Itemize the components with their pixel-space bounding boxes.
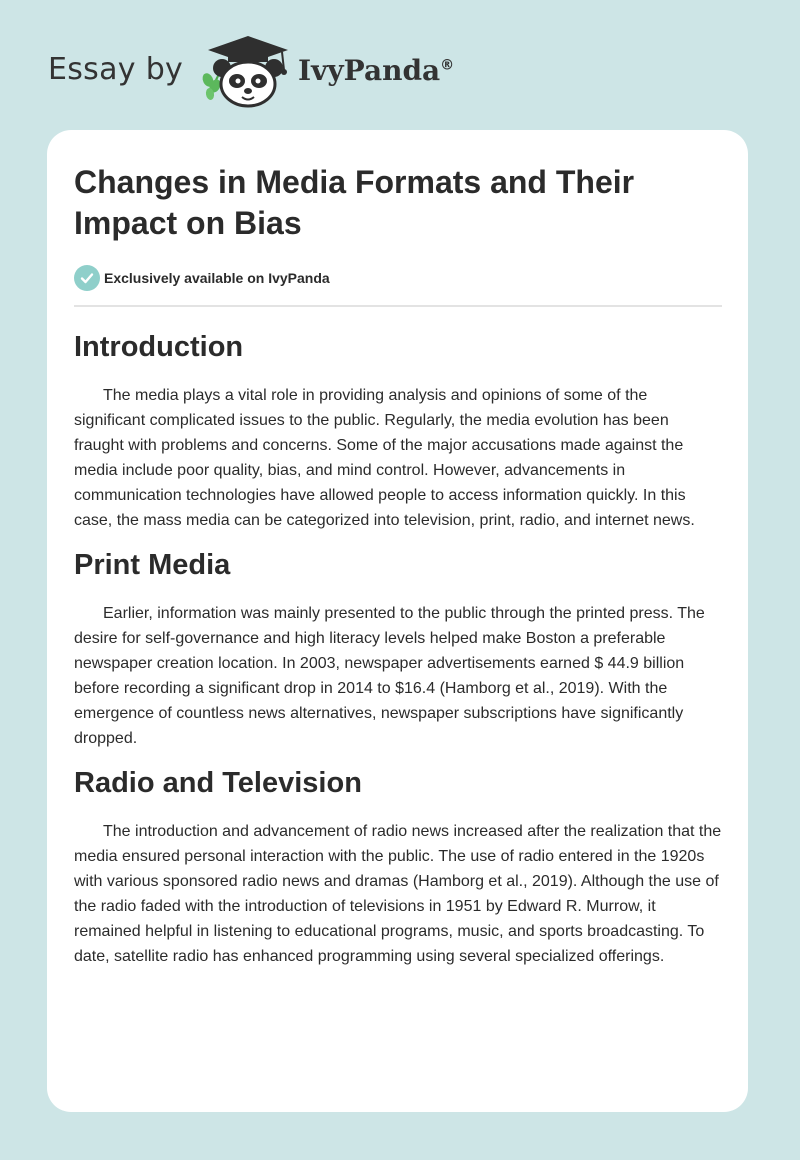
section-body: The introduction and advancement of radio news increased after the realization that the media ensured personal interaction with the public. The use of radio entered in the 1920s with various sponsored radio news and dramas (Hamborg et al., 2019). Although the use of the radio faded with the introduction of televisions in 1951 by Edward R. Murrow, it remained helpful in listening to educational programs, music, and sports broadcasting. To date, satellite radio has enhanced programming using several specialized offerings. [74, 823, 722, 965]
section-radio-television [74, 765, 722, 969]
brand-prefix: Essay by [48, 52, 184, 87]
section-heading: Print Media [74, 549, 231, 581]
badge-label: Exclusively available on IvyPanda [104, 270, 330, 286]
section-body: Earlier, information was mainly presented to the public through the printed press. The desire for self-governance and high literacy levels helped make Boston a preferable newspaper creation location. In 2003, newspaper advertisements earned $ 44.9 billion before recording a significant drop in 2014 to $16.4 (Hamborg et al., 2019). With the emergence of countless news alternatives, newspaper subscriptions have significantly dropped. [74, 605, 705, 747]
brand-name[interactable] [298, 54, 454, 87]
section-heading: Radio and Television [74, 767, 362, 799]
site-header [0, 0, 800, 130]
check-icon [74, 265, 100, 291]
title-divider [74, 305, 722, 307]
essay-card [47, 130, 748, 1112]
section-body: The media plays a vital role in providing analysis and opinions of some of the significant complicated issues to the public. Regularly, the media evolution has been fraught with problems and concerns. Some of the major accusations made against the media include poor quality, bias, and mind control. However, advancements in communication technologies have allowed people to access information quickly. In this case, the mass media can be categorized into television, print, radio, and internet news. [74, 387, 695, 529]
page-title: Changes in Media Formats and Their Impact on Bias [74, 164, 635, 241]
section-introduction [74, 329, 722, 533]
panda-graduate-logo-icon[interactable] [200, 34, 296, 108]
brand-name-text: IvyPanda [298, 54, 441, 87]
registered-mark: ® [440, 57, 455, 74]
exclusive-badge [74, 264, 722, 292]
section-heading: Introduction [74, 331, 244, 363]
section-print-media [74, 547, 722, 751]
